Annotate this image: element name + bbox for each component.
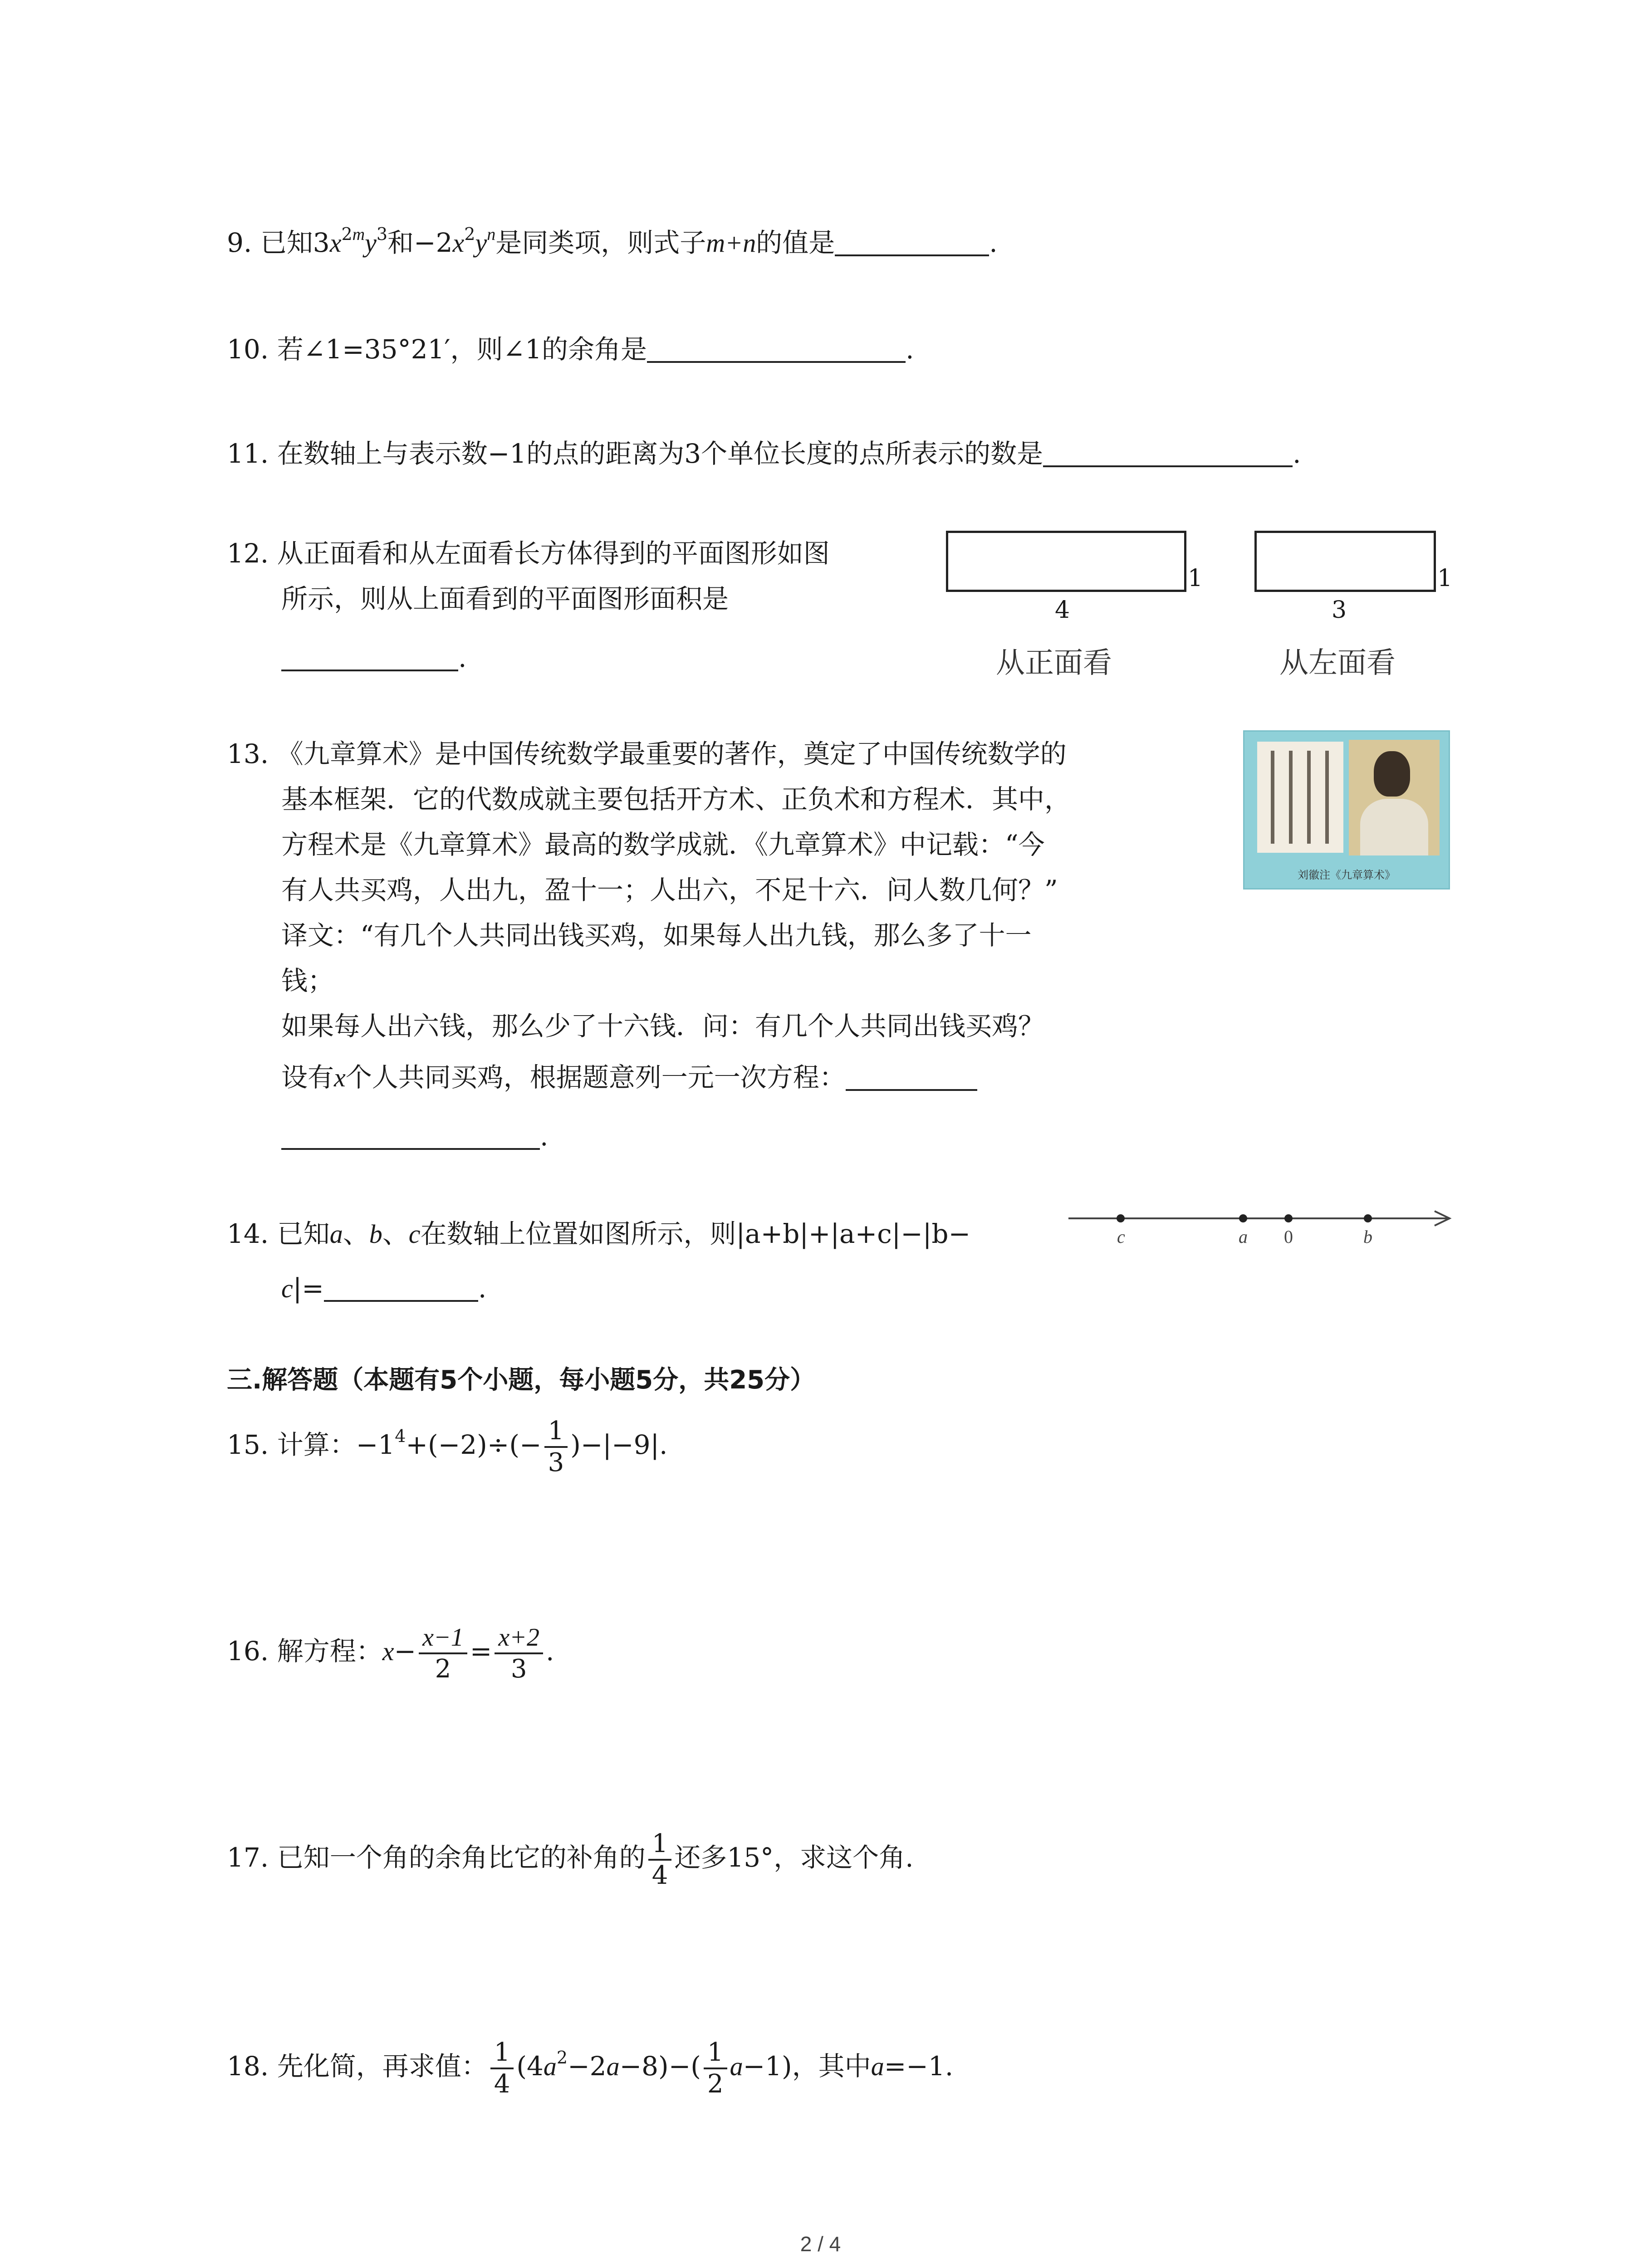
question-18: 18. 先化简，再求值： $\frac{1}{4}$ $(4a^2-2a-8)-$( $\frac{1}{2}$ a−1)，其中a=−1. xyxy=(227,2037,954,2099)
question-16: 16. 解方程：x− $\frac{x-1}{2}$ = $\frac{x+2}{3}$ . xyxy=(227,1623,554,1684)
front-view-rectangle xyxy=(946,531,1186,592)
question-13-line-9: . xyxy=(281,1118,548,1154)
question-12-line-2: 所示，则从上面看到的平面图形面积是 xyxy=(281,583,729,614)
left-view-height-label: 1 xyxy=(1437,565,1453,592)
question-13-line-2: 基本框架．它的代数成就主要包括开方术、正负术和方程术．其中， xyxy=(281,784,1071,815)
question-number: 14. xyxy=(227,1218,269,1249)
question-number: 15. xyxy=(227,1429,269,1460)
point-c xyxy=(1117,1214,1125,1222)
fraction: $\frac{1}{4}$ xyxy=(490,2038,514,2099)
left-view-rectangle xyxy=(1254,531,1436,592)
question-number: 18. xyxy=(227,2051,269,2082)
point-a xyxy=(1239,1214,1247,1222)
number-line-figure xyxy=(1066,1198,1456,1252)
fraction: $\frac{1}{2}$ xyxy=(704,2038,727,2099)
question-15: 15. 计算：$-1^4+(-2)\div(-$ $\frac{1}{3}$ )−|−9|. xyxy=(227,1416,668,1477)
section-3-heading: 三.解答题（本题有5个小题，每小题5分，共25分） xyxy=(227,1365,816,1395)
question-number: 10. xyxy=(227,334,269,365)
answer-blank[interactable] xyxy=(324,1272,478,1302)
question-13-line-3: 方程术是《九章算术》最高的数学成就．《九章算术》中记载：“今 xyxy=(281,829,1045,860)
question-17: 17. 已知一个角的余角比它的补角的 $\frac{1}{4}$ 还多15°，求这个角. xyxy=(227,1828,914,1890)
question-13-line-8: 设有x个人共同买鸡，根据题意列一元一次方程： xyxy=(281,1059,977,1096)
question-9: 9. 已知$3x^{2m}y^3$和$-2x^2y^n$是同类项，则式子m+n的值是 . xyxy=(227,224,998,258)
left-view-caption: 从左面看 xyxy=(1279,646,1396,680)
question-number: 17. xyxy=(227,1842,269,1873)
question-13-line-1: 13. 《九章算术》是中国传统数学最重要的著作，奠定了中国传统数学的 xyxy=(227,738,1067,769)
answer-blank[interactable] xyxy=(1043,437,1293,467)
label-c: c xyxy=(1117,1227,1125,1247)
answer-blank[interactable] xyxy=(835,226,989,256)
question-number: 12. xyxy=(227,538,269,569)
question-10: 10. 若∠1=35°21′，则∠1的余角是 . xyxy=(227,334,914,365)
question-13-line-4: 有人共买鸡，人出九，盈十一；人出六，不足十六．问人数几何？” xyxy=(281,875,1058,905)
label-zero: 0 xyxy=(1284,1227,1293,1247)
fraction: $\frac{1}{4}$ xyxy=(648,1829,672,1891)
liu-hui-portrait xyxy=(1349,740,1440,855)
question-number: 16. xyxy=(227,1636,269,1667)
point-zero xyxy=(1284,1214,1293,1222)
fraction: $\frac{x+2}{3}$ xyxy=(495,1623,543,1684)
question-number: 13. xyxy=(227,738,269,769)
question-13-line-7: 如果每人出六钱，那么少了十六钱．问：有几个人共同出钱买鸡？ xyxy=(281,1011,1045,1041)
jiuzhang-suanshu-photo xyxy=(1243,730,1450,890)
answer-blank[interactable] xyxy=(846,1061,977,1091)
front-view-caption: 从正面看 xyxy=(996,646,1112,680)
fraction: $\frac{1}{3}$ xyxy=(544,1416,568,1478)
question-14-line-2: c|= . xyxy=(281,1273,487,1304)
front-view-width-label: 4 xyxy=(1055,596,1070,624)
label-b: b xyxy=(1363,1227,1372,1247)
answer-blank[interactable] xyxy=(647,333,906,363)
question-11: 11. 在数轴上与表示数−1的点的距离为3个单位长度的点所表示的数是 . xyxy=(227,438,1301,469)
fraction: $\frac{x-1}{2}$ xyxy=(419,1623,467,1684)
label-a: a xyxy=(1239,1227,1248,1247)
question-number: 9. xyxy=(227,227,252,258)
page-number: 2 / 4 xyxy=(800,2232,841,2256)
answer-blank-continued[interactable] xyxy=(281,1120,540,1150)
question-number: 11. xyxy=(227,438,269,469)
front-view-height-label: 1 xyxy=(1188,565,1203,592)
question-13-line-6: 钱； xyxy=(281,965,334,996)
question-12-line-3: . xyxy=(281,640,466,676)
question-14-line-1: 14. 已知a、b、c在数轴上位置如图所示，则|a+b|+|a+c|−|b− xyxy=(227,1218,971,1249)
left-view-width-label: 3 xyxy=(1332,596,1347,624)
answer-blank[interactable] xyxy=(281,641,458,671)
question-12-line-1: 12. 从正面看和从左面看长方体得到的平面图形如图 xyxy=(227,538,830,569)
point-b xyxy=(1364,1214,1372,1222)
photo-caption: 刘徽注《九章算术》 xyxy=(1298,869,1396,881)
scroll-illustration xyxy=(1257,742,1343,853)
question-13-line-5: 译文：“有几个人共同出钱买鸡，如果每人出九钱，那么多了十一 xyxy=(281,920,1032,951)
